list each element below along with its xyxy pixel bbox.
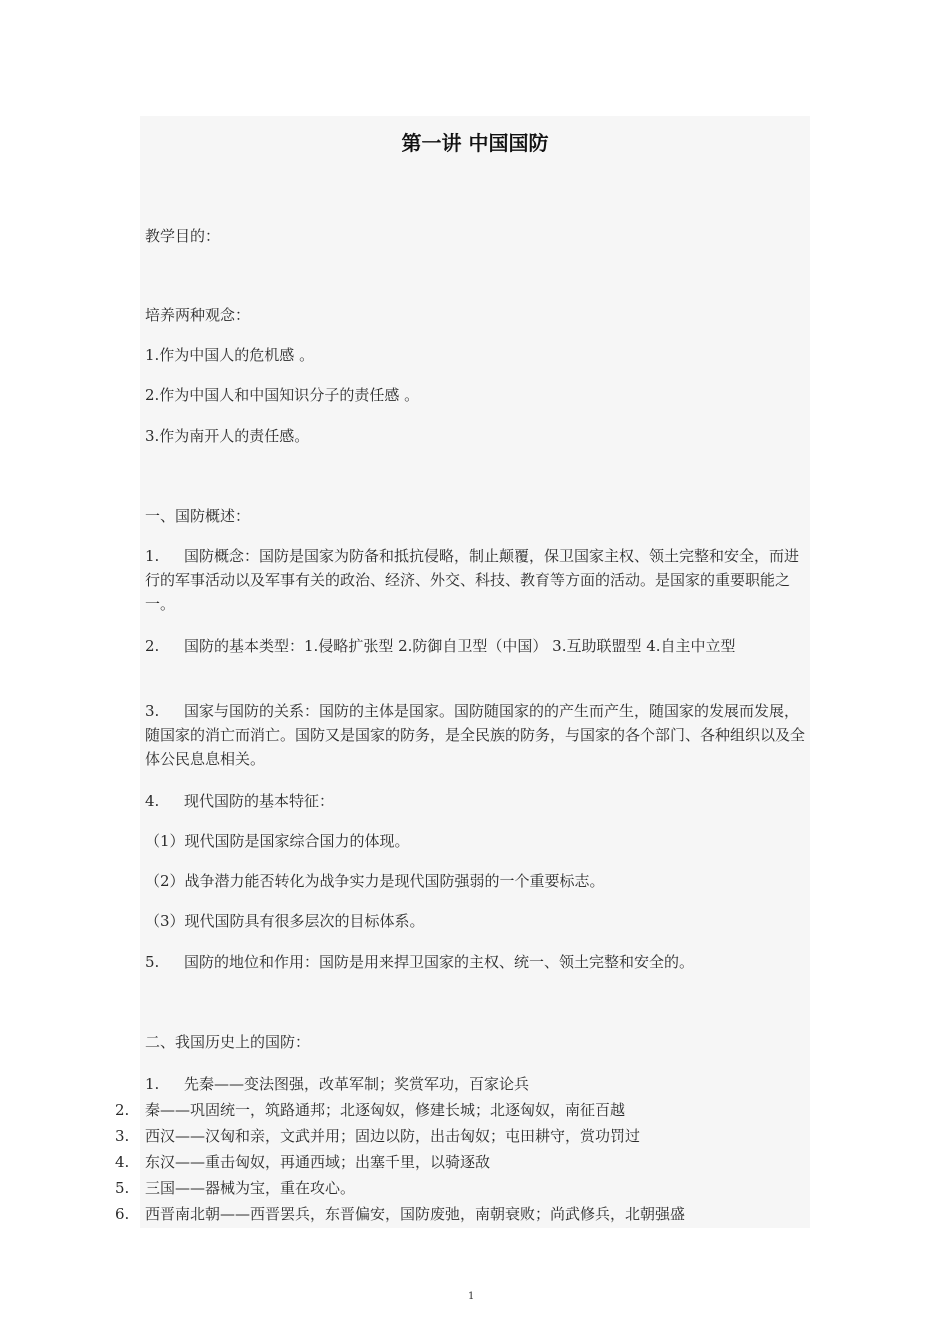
item-text: 秦——巩固统一，筑路通邦；北逐匈奴，修建长城；北逐匈奴，南征百越 xyxy=(145,1101,626,1119)
item-number: 5. xyxy=(115,1179,130,1197)
item-text: 三国——器械为宝，重在攻心。 xyxy=(145,1179,356,1197)
item-number: 6. xyxy=(115,1205,130,1223)
page-number: 1 xyxy=(468,1291,475,1302)
list-item xyxy=(115,1149,815,1175)
history-list xyxy=(115,1097,815,1227)
feature-2: （2）战争潜力能否转化为战争实力是现代国防强弱的一个重要标志。 xyxy=(145,872,605,890)
section1-item-3 xyxy=(145,699,810,771)
goal-2: 2.作为中国人和中国知识分子的责任感 。 xyxy=(145,386,420,404)
item-number: 4. xyxy=(115,1153,130,1171)
section1-item-1 xyxy=(145,544,810,616)
item-number: 1. xyxy=(145,547,160,565)
item-number: 2. xyxy=(115,1101,130,1119)
feature-1: （1）现代国防是国家综合国力的体现。 xyxy=(145,832,410,850)
item-text: 东汉——重击匈奴，再通西域；出塞千里，以骑逐敌 xyxy=(145,1153,491,1171)
item-number: 5. xyxy=(145,953,160,971)
item-text: 先秦——变法图强，改革军制；奖赏军功，百家论兵 xyxy=(184,1075,530,1093)
list-item xyxy=(115,1123,815,1149)
list-item xyxy=(115,1097,815,1123)
section1-item-5 xyxy=(145,950,810,974)
item-text: 国家与国防的关系：国防的主体是国家。国防随国家的的产生而产生，随国家的发展而发展，随国家的消亡而消亡。国防又是国家的防务，是全民族的防务，与国家的各个部门、各种组织以及全体公民息息相关。 xyxy=(145,702,806,768)
content-block xyxy=(140,116,810,1228)
goal-1: 1.作为中国人的危机感 。 xyxy=(145,346,315,364)
item-text: 国防的地位和作用：国防是用来捍卫国家的主权、统一、领土完整和安全的。 xyxy=(184,953,695,971)
goal-3: 3.作为南开人的责任感。 xyxy=(145,427,310,445)
item-number: 3. xyxy=(115,1127,130,1145)
item-number: 1. xyxy=(145,1075,160,1093)
item-text: 国防的基本类型：1.侵略扩张型 2.防御自卫型（中国） 3.互助联盟型 4.自主中立型 xyxy=(184,637,736,655)
section2-heading: 二、我国历史上的国防： xyxy=(145,1033,311,1051)
item-text: 西晋南北朝——西晋罢兵，东晋偏安，国防废弛，南朝衰败；尚武修兵，北朝强盛 xyxy=(145,1205,686,1223)
section2-item-1 xyxy=(145,1071,529,1097)
feature-3: （3）现代国防具有很多层次的目标体系。 xyxy=(145,912,425,930)
item-number: 3. xyxy=(145,702,160,720)
objectives-label: 教学目的： xyxy=(145,227,221,245)
item-text: 国防概念：国防是国家为防备和抵抗侵略，制止颠覆，保卫国家主权、领土完整和安全，而进行的军事活动以及军事有关的政治、经济、外交、科技、教育等方面的活动。是国家的重要职能之一。 xyxy=(145,547,800,613)
item-number: 2. xyxy=(145,637,160,655)
list-item xyxy=(115,1175,815,1201)
section1-heading: 一、国防概述： xyxy=(145,507,251,525)
concepts-label: 培养两种观念： xyxy=(145,306,251,324)
section1-item-4 xyxy=(145,789,810,813)
item-text: 西汉——汉匈和亲，文武并用；固边以防，出击匈奴；屯田耕守，赏功罚过 xyxy=(145,1127,641,1145)
item-number: 4. xyxy=(145,792,160,810)
section1-item-2 xyxy=(145,634,810,658)
list-item xyxy=(115,1201,815,1227)
page-title: 第一讲 中国国防 xyxy=(401,131,549,155)
item-text: 现代国防的基本特征： xyxy=(184,792,335,810)
